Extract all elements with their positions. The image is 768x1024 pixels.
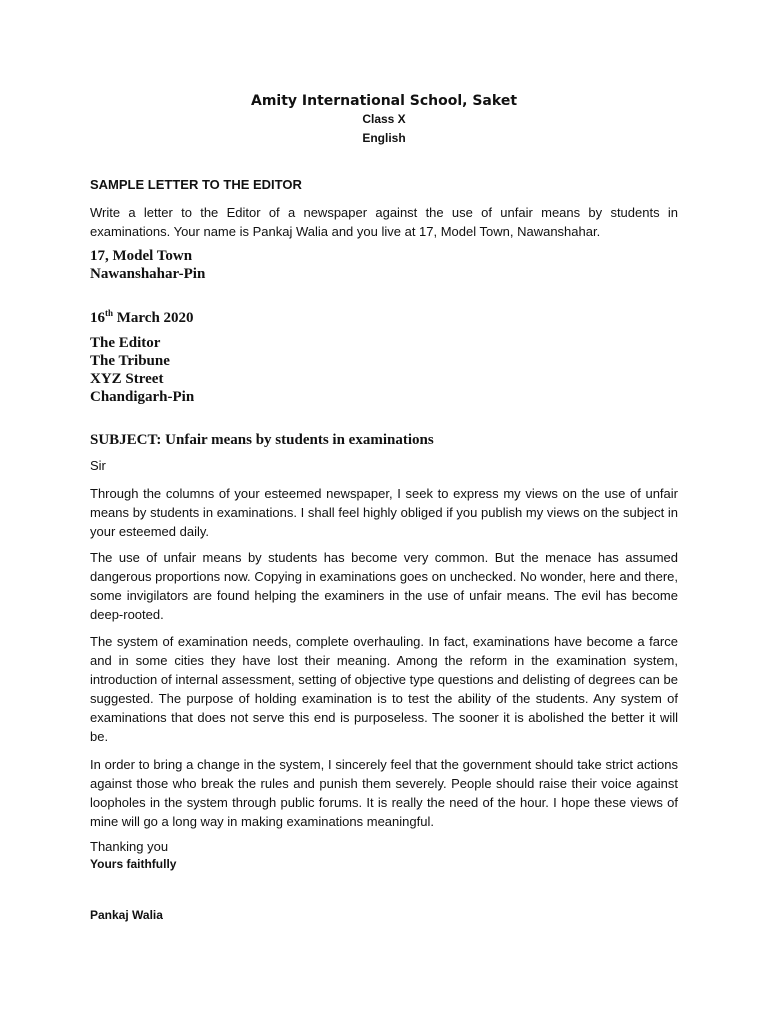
date-day: 16 xyxy=(90,310,105,326)
recipient-address-line: The Editor xyxy=(90,335,161,351)
document-heading: SAMPLE LETTER TO THE EDITOR xyxy=(90,177,302,192)
sender-address-line: Nawanshahar-Pin xyxy=(90,266,206,282)
question-text: Write a letter to the Editor of a newspaper against the use of unfair means by students in examinations. Your name is Pankaj Walia and you live at 17, Model Town, Nawanshahar. xyxy=(90,205,678,239)
school-name: Amity International School, Saket xyxy=(250,93,518,109)
subject-label: English xyxy=(362,131,406,145)
recipient-address-line: Chandigarh-Pin xyxy=(90,389,195,405)
class-label: Class X xyxy=(362,112,406,126)
thanking-line: Thanking you xyxy=(90,839,169,854)
sender-address xyxy=(90,247,205,283)
body-paragraph: The use of unfair means by students has become very common. But the menace has assumed dangerous proportions now. Copying in examinations goes on unchecked. No wonder, here and there, some invigilators are found helping the examiners in the use of unfair means. The evil has become deep-rooted. xyxy=(90,550,678,622)
date-suffix: th xyxy=(105,308,114,318)
body-paragraph: The system of examination needs, complete overhauling. In fact, examinations have become a farce and in some cities they have lost their meaning. Among the reform in the examination system, introduction of internal assessment, setting of objective type questions and delisting of degrees can be suggested. The purpose of holding examination is to test the ability of the students. Any system of examinations that does not serve this end is purposeless. The sooner it is abolished the better it will be. xyxy=(90,634,678,744)
recipient-address xyxy=(90,334,194,406)
signature-name: Pankaj Walia xyxy=(90,908,163,922)
sender-address-line: 17, Model Town xyxy=(90,248,193,264)
date-rest: March 2020 xyxy=(113,310,194,326)
body-paragraph: In order to bring a change in the system, I sincerely feel that the government should take strict actions against those who break the rules and punish them severely. People should raise their voice against loopholes in the system through public forums. It is really the need of the hour. I hope these views of mine will go a long way in making examinations meaningful. xyxy=(90,757,678,829)
recipient-address-line: XYZ Street xyxy=(90,371,164,387)
letter-subject: SUBJECT: Unfair means by students in examinations xyxy=(90,432,434,448)
letter-date xyxy=(90,309,194,327)
body-paragraph: Through the columns of your esteemed newspaper, I seek to express my views on the use of unfair means by students in examinations. I shall feel highly obliged if you publish my views on the subject in your esteemed daily. xyxy=(90,486,678,539)
salutation: Sir xyxy=(90,458,106,473)
recipient-address-line: The Tribune xyxy=(90,353,170,369)
closing-line: Yours faithfully xyxy=(90,857,177,871)
